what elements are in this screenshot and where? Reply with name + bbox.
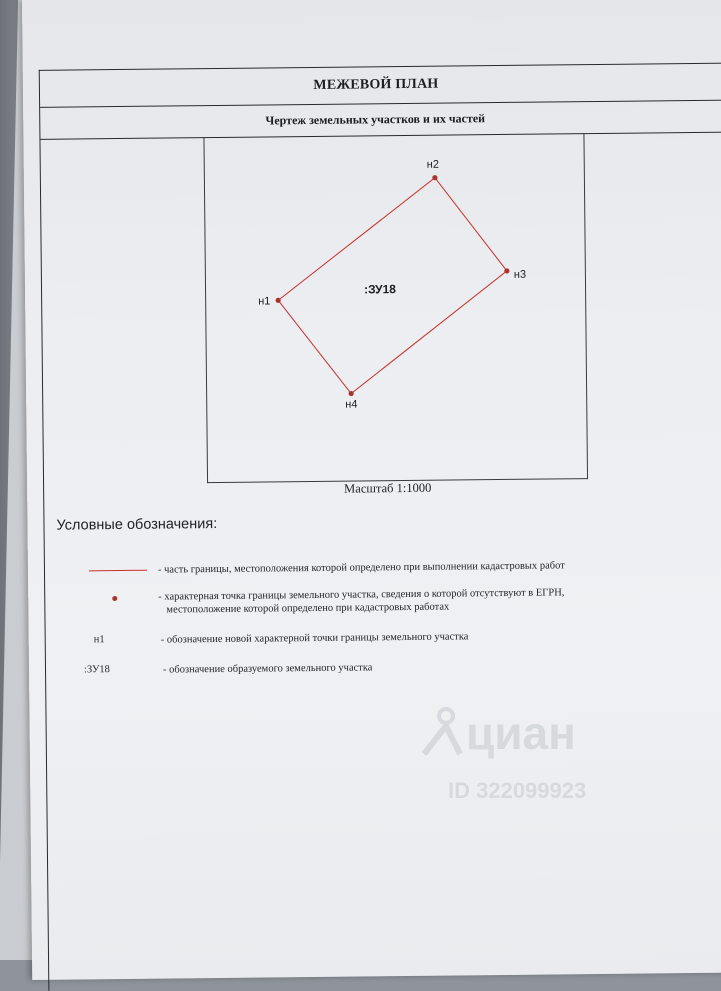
- point-label-n3: н3: [513, 268, 527, 281]
- legend-new-point-description: - обозначение новой характерной точки границы земельного участка: [160, 631, 469, 646]
- document-page: [22, 0, 721, 980]
- document-frame: [39, 62, 721, 990]
- point-label-n1: н1: [258, 295, 271, 308]
- legend-point-description-line1: - характерная точка границы земельного участка, сведения о которой отсутствуют в ЕГРН,: [158, 587, 565, 603]
- legend-boundary-line-symbol: [89, 570, 147, 572]
- point-label-n2: н2: [426, 158, 440, 171]
- legend-new-point-symbol: н1: [93, 634, 105, 646]
- scale-label: Масштаб 1:1000: [344, 480, 432, 496]
- legend-heading: Условные обозначения:: [56, 515, 218, 534]
- cian-logo-icon: [420, 696, 464, 756]
- document-title: МЕЖЕВОЙ ПЛАН: [313, 76, 439, 93]
- parcel-label: :ЗУ18: [363, 282, 396, 297]
- document-subtitle: Чертеж земельных участков и их частей: [265, 110, 486, 127]
- parcel-drawing: [204, 133, 587, 482]
- legend-boundary-line-description: - часть границы, местоположения которой определено при выполнении кадастровых работ: [157, 560, 565, 576]
- point-label-n4: н4: [345, 398, 358, 411]
- legend-point-description-line2: местоположение которой определено при кадастровых работах: [166, 601, 450, 616]
- legend-parcel-symbol: :ЗУ18: [83, 664, 110, 676]
- cian-listing-id: ID 322099923: [448, 778, 587, 803]
- cian-brand-text: циан: [466, 707, 576, 759]
- drawing-area: [203, 133, 588, 483]
- subtitle-row: [40, 99, 721, 139]
- legend-point-symbol: [112, 596, 117, 601]
- legend-parcel-description: - обозначение образуемого земельного участка: [162, 662, 373, 676]
